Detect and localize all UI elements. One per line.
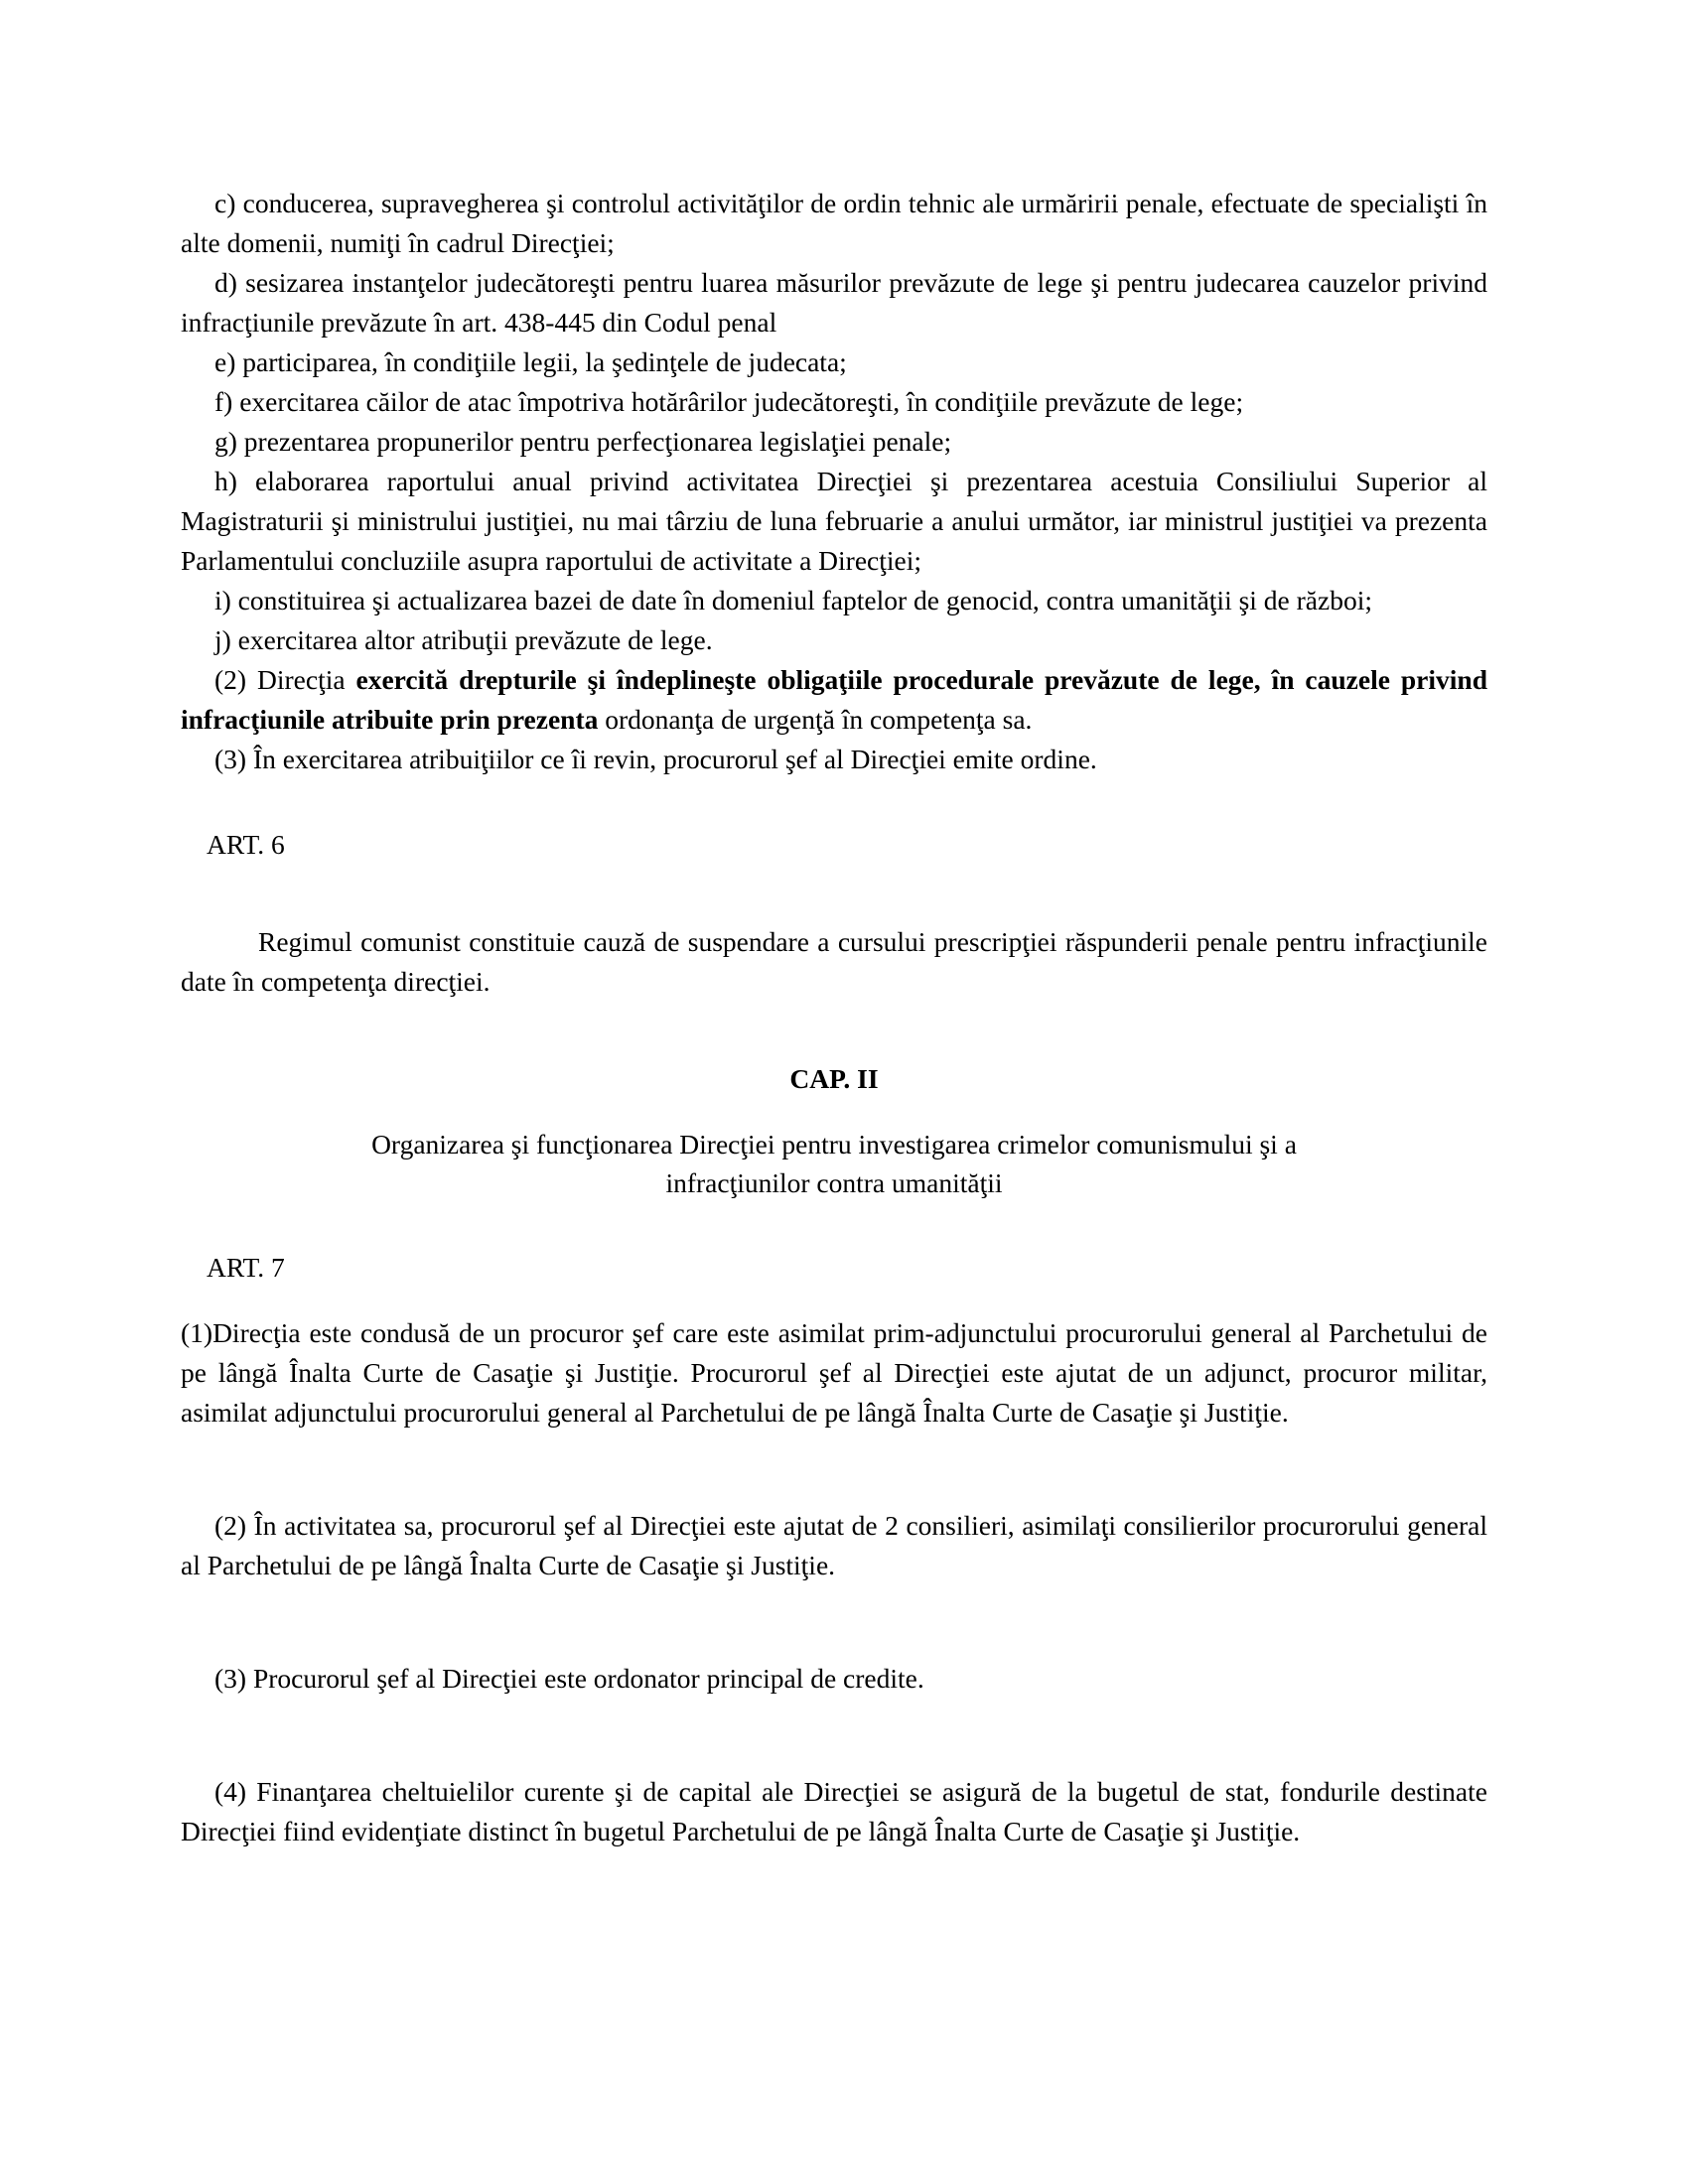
spacer — [181, 1699, 1487, 1772]
list-item-f: f) exercitarea căilor de atac împotriva hotărârilor judecătoreşti, în condiţiile prevăzute de lege; — [214, 386, 1244, 417]
cap-2-subtitle: Organizarea şi funcţionarea Direcţiei pentru investigarea crimelor comunismului şi a infracţiunilor contra umanităţii — [371, 1129, 1297, 1199]
list-item-c: c) conducerea, supravegherea şi controlul activităţilor de ordin tehnic ale urmăririi penale, efectuate de specialişti în alte domenii, numiţi în cadrul Direcţiei; — [181, 188, 1487, 258]
spacer — [181, 1585, 1487, 1659]
list-item-i: i) constituirea şi actualizarea bazei de date în domeniul faptelor de genocid, contra umanităţii şi de război; — [214, 585, 1372, 615]
spacer — [181, 1288, 1487, 1313]
paragraph-3: (3) În exercitarea atribuiţiilor ce îi revin, procurorul şef al Direcţiei emite ordine. — [214, 744, 1097, 774]
list-item-e: e) participarea, în condiţiile legii, la şedinţele de judecata; — [214, 346, 847, 377]
art-7-paragraph-4: (4) Finanţarea cheltuielilor curente şi de capital ale Direcţiei se asigură de la bugetul de stat, fondurile destinate Direcţiei fiind evidenţiate distinct în bugetul Parchetului de pe lângă Înalta Curte de Casaţie şi Justiţie. — [181, 1776, 1487, 1847]
cap-2-heading: CAP. II — [789, 1063, 879, 1094]
paragraph-2-tail: ordonanţa de urgenţă în competenţa sa. — [598, 704, 1033, 735]
list-item-d: d) sesizarea instanţelor judecătoreşti pentru luarea măsurilor prevăzute de lege şi pentru judecarea cauzelor privind infracţiunile prevăzute în art. 438-445 din Codul penal — [181, 267, 1487, 338]
list-item-j: j) exercitarea altor atribuţii prevăzute de lege. — [214, 624, 713, 655]
art-7-paragraph-3: (3) Procurorul şef al Direcţiei este ordonator principal de credite. — [214, 1663, 924, 1695]
document-body — [181, 184, 1487, 1851]
art-7-paragraph-1: (1)Direcţia este condusă de un procuror şef care este asimilat prim-adjunctului procurorului general al Parchetului de pe lângă Înalta Curte de Casaţie şi Justiţie. Procurorul şef al Direcţiei este ajutat de un adjunct, procuror militar, asimilat adjunctului procurorului general al Parchetului de pe lângă Înalta Curte de Casaţie şi Justiţie. — [181, 1317, 1487, 1429]
list-item-g: g) prezentarea propunerilor pentru perfecţionarea legislaţiei penale; — [214, 426, 952, 457]
paragraph-2-bold: exercită drepturile şi îndeplineşte obligaţiile procedurale prevăzute de lege, în cauzele privind infracţiunile atribuite prin prezenta — [181, 664, 1487, 735]
art-7-heading: ART. 7 — [207, 1252, 285, 1284]
paragraph-2-lead: (2) Direcţia — [214, 664, 356, 695]
art-6-text: Regimul comunist constituie cauză de suspendare a cursului prescripţiei răspunderii penale pentru infracţiunile date în competenţa direcţiei. — [181, 926, 1487, 997]
art-6-heading: ART. 6 — [207, 829, 285, 860]
spacer — [181, 1099, 1487, 1125]
paragraph-2 — [181, 660, 1487, 740]
spacer — [181, 779, 1487, 825]
art-7-paragraph-2: (2) În activitatea sa, procurorul şef al Direcţiei este ajutat de 2 consilieri, asimilaţi consilierilor procurorului general al Parchetului de pe lângă Înalta Curte de Casaţie şi Justiţie. — [181, 1510, 1487, 1581]
spacer — [181, 1002, 1487, 1059]
list-item-h: h) elaborarea raportului anual privind activitatea Direcţiei şi prezentarea acestuia Consiliului Superior al Magistraturii şi ministrului justiţiei, nu mai târziu de luna februarie a anului următor, iar ministrul justiţiei va prezenta Parlamentului concluziile asupra raportului de activitate a Direcţiei; — [181, 466, 1487, 576]
spacer — [181, 1433, 1487, 1506]
spacer — [181, 865, 1487, 922]
spacer — [181, 1202, 1487, 1248]
